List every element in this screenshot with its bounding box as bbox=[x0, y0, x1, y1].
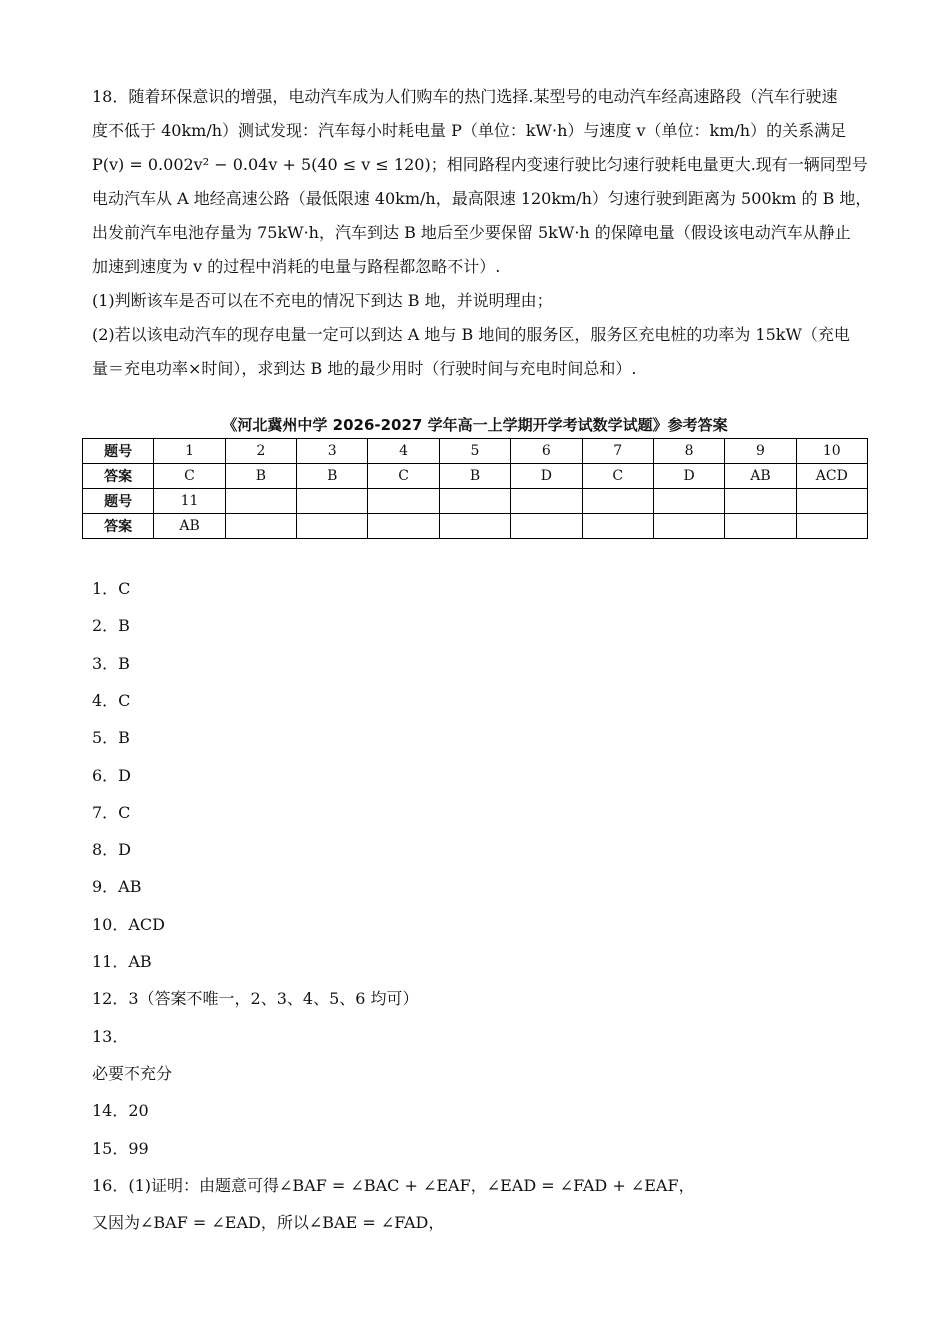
table-cell bbox=[225, 514, 296, 539]
answer-line: 6．D bbox=[92, 765, 132, 785]
answer-line: 12．3（答案不唯一，2、3、4、5、6 均可） bbox=[92, 989, 419, 1009]
table-cell: 5 bbox=[439, 439, 510, 464]
answer-key-title: 《河北冀州中学 2026-2027 学年高一上学期开学考试数学试题》参考答案 bbox=[222, 416, 728, 434]
answer-line: 8．D bbox=[92, 840, 132, 860]
table-cell: 6 bbox=[511, 439, 582, 464]
table-cell: 8 bbox=[653, 439, 724, 464]
table-cell bbox=[511, 514, 582, 539]
answer-line: 10．ACD bbox=[92, 914, 165, 934]
table-cell: AB bbox=[154, 514, 225, 539]
answer-line: 11．AB bbox=[92, 952, 152, 971]
table-cell: 1 bbox=[154, 439, 225, 464]
table-cell: 9 bbox=[725, 439, 796, 464]
question-18 bbox=[92, 80, 872, 386]
table-cell bbox=[368, 514, 439, 539]
table-cell: 4 bbox=[368, 439, 439, 464]
answer-table-row bbox=[83, 439, 868, 464]
answer-line: 必要不充分 bbox=[92, 1063, 173, 1083]
answer-table bbox=[82, 438, 868, 539]
question-line: 出发前汽车电池存量为 75kW·h，汽车到达 B 地后至少要保留 5kW·h 的保障电量（假设该电动汽车从静止 bbox=[92, 223, 851, 242]
table-cell bbox=[297, 514, 368, 539]
answer-line: 13． bbox=[92, 1026, 129, 1046]
table-cell: ACD bbox=[796, 464, 867, 489]
table-cell: B bbox=[297, 464, 368, 489]
answer-line: 5．B bbox=[92, 728, 130, 748]
question-line: 量＝充电功率×时间），求到达 B 地的最少用时（行驶时间与充电时间总和）. bbox=[92, 359, 637, 378]
table-cell: D bbox=[653, 464, 724, 489]
answer-line: 4．C bbox=[92, 690, 131, 710]
answer-table-row bbox=[83, 489, 868, 514]
table-cell bbox=[725, 514, 796, 539]
table-cell: B bbox=[225, 464, 296, 489]
table-cell bbox=[582, 514, 653, 539]
answer-line: 16．(1)证明：由题意可得∠BAF = ∠BAC + ∠EAF，∠EAD = ∠FAD + ∠EAF， bbox=[92, 1175, 695, 1195]
answer-line: 9．AB bbox=[92, 877, 142, 897]
question-line: 18．随着环保意识的增强，电动汽车成为人们购车的热门选择.某型号的电动汽车经高速路段（汽车行驶速 bbox=[92, 87, 838, 106]
table-cell: C bbox=[154, 464, 225, 489]
question-line: 加速到速度为 v 的过程中消耗的电量与路程都忽略不计）. bbox=[92, 257, 501, 276]
question-line: (2)若以该电动汽车的现存电量一定可以到达 A 地与 B 地间的服务区，服务区充电桩的功率为 15kW（充电 bbox=[92, 325, 850, 344]
question-line: 电动汽车从 A 地经高速公路（最低限速 40km/h，最高限速 120km/h）匀速行驶到距离为 500km 的 B 地， bbox=[92, 189, 872, 208]
table-cell bbox=[225, 489, 296, 514]
answer-line: 又因为∠BAF = ∠EAD，所以∠BAE = ∠FAD， bbox=[92, 1213, 445, 1233]
table-cell bbox=[725, 489, 796, 514]
table-cell: 2 bbox=[225, 439, 296, 464]
question-line: 度不低于 40km/h）测试发现：汽车每小时耗电量 P（单位：kW·h）与速度 v（单位：km/h）的关系满足 bbox=[92, 121, 847, 140]
table-cell: 3 bbox=[297, 439, 368, 464]
table-cell bbox=[796, 489, 867, 514]
table-header-cell: 答案 bbox=[83, 514, 154, 539]
answer-line: 7．C bbox=[92, 802, 131, 822]
table-cell: C bbox=[368, 464, 439, 489]
table-header-cell: 答案 bbox=[83, 464, 154, 489]
table-cell: AB bbox=[725, 464, 796, 489]
table-cell bbox=[582, 489, 653, 514]
table-cell bbox=[439, 489, 510, 514]
table-cell bbox=[796, 514, 867, 539]
answer-line: 1．C bbox=[92, 579, 131, 598]
answer-table-row bbox=[83, 514, 868, 539]
table-cell: 11 bbox=[154, 489, 225, 514]
table-cell bbox=[653, 514, 724, 539]
table-cell bbox=[439, 514, 510, 539]
table-cell: 10 bbox=[796, 439, 867, 464]
table-cell: C bbox=[582, 464, 653, 489]
table-cell: D bbox=[511, 464, 582, 489]
table-cell bbox=[368, 489, 439, 514]
answer-line: 14．20 bbox=[92, 1101, 149, 1121]
answer-line: 15．99 bbox=[92, 1138, 149, 1158]
table-header-cell: 题号 bbox=[83, 489, 154, 514]
answer-table-row bbox=[83, 464, 868, 489]
question-line: (1)判断该车是否可以在不充电的情况下到达 B 地，并说明理由； bbox=[92, 291, 553, 310]
table-cell: B bbox=[439, 464, 510, 489]
answer-line: 2．B bbox=[92, 616, 130, 636]
table-cell bbox=[653, 489, 724, 514]
table-header-cell: 题号 bbox=[83, 439, 154, 464]
question-line: P(v) = 0.002v² − 0.04v + 5(40 ≤ v ≤ 120)；相同路程内变速行驶比匀速行驶耗电量更大.现有一辆同型号 bbox=[92, 155, 868, 174]
answer-line: 3．B bbox=[92, 653, 130, 673]
table-cell: 7 bbox=[582, 439, 653, 464]
table-cell bbox=[511, 489, 582, 514]
table-cell bbox=[297, 489, 368, 514]
